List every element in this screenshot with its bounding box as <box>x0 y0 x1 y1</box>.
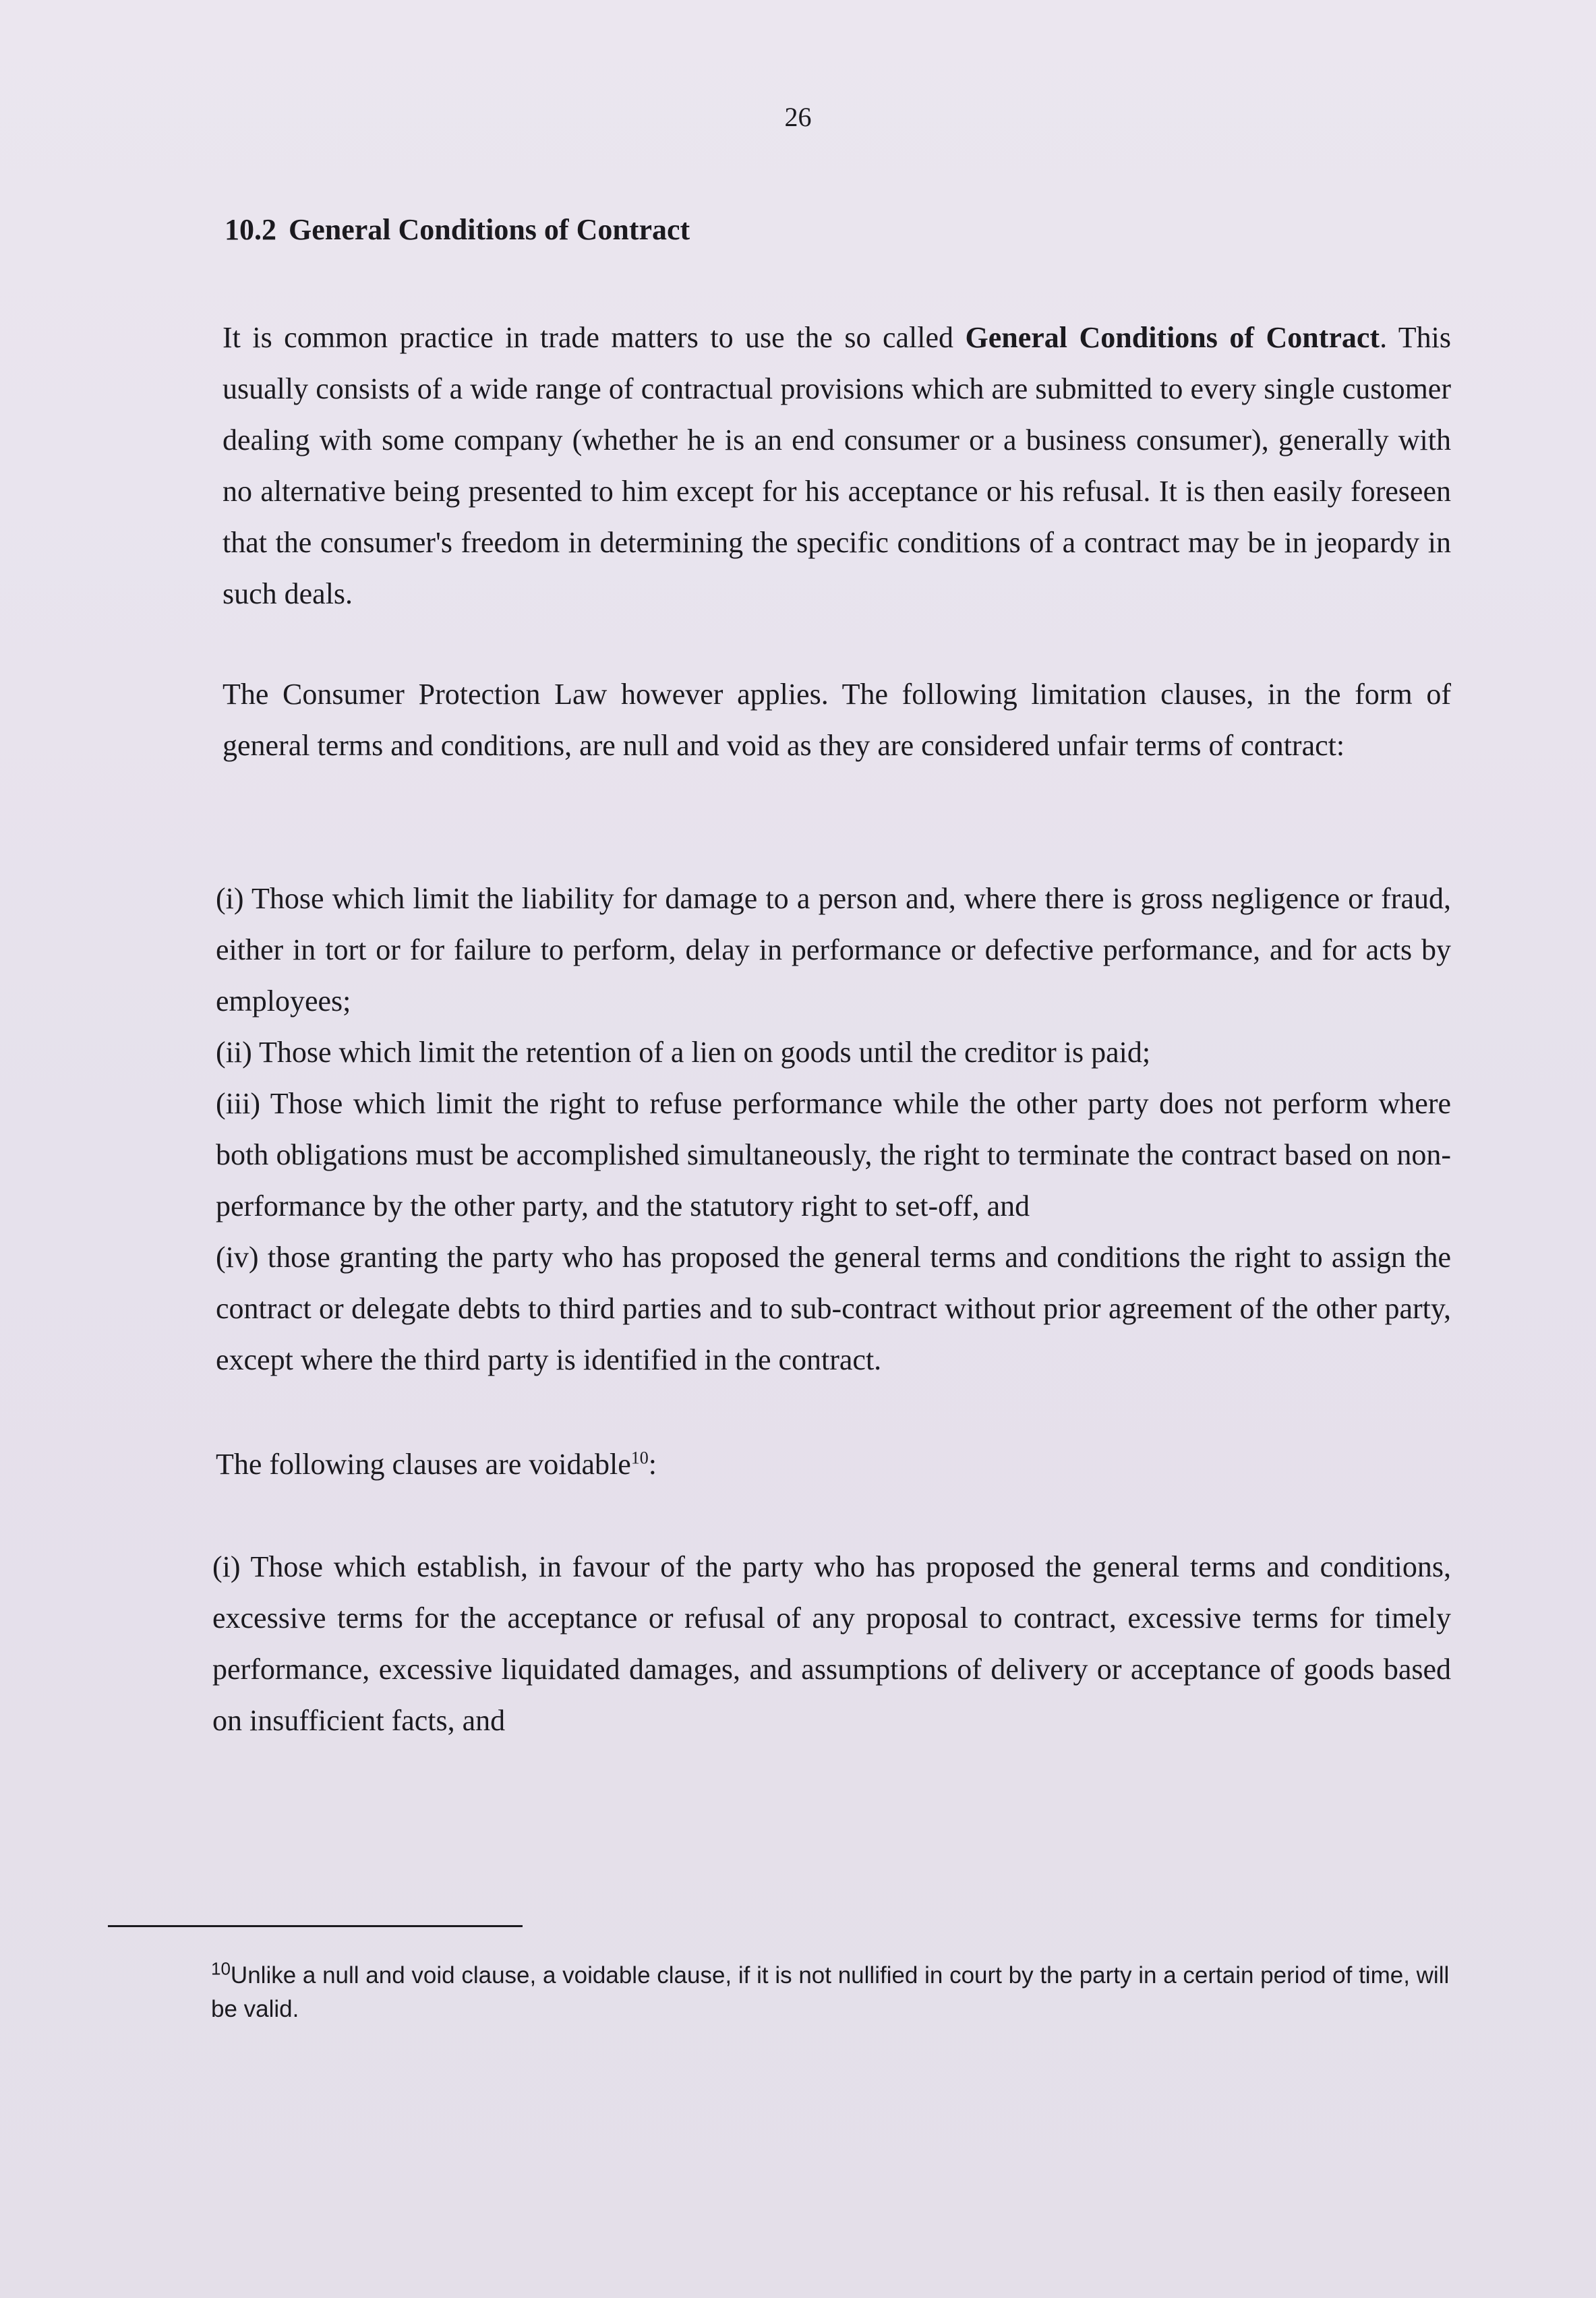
footnote-text: Unlike a null and void clause, a voidable clause, if it is not nullified in court by the party in a certain period of time, will be valid. <box>211 1962 1450 2022</box>
null-clauses-list <box>216 873 1451 1386</box>
page-number: 26 <box>784 102 812 132</box>
footnote-marker: 10 <box>211 1958 231 1979</box>
voidable-intro <box>216 1439 1444 1490</box>
list-item: (i) Those which establish, in favour of the party who has proposed the general terms and conditions, excessive terms for the acceptance or refusal of any proposal to contract, excessive terms for timely performance, excessive liquidated damages, and assumptions of delivery or acceptance of goods based on insufficient facts, and <box>212 1550 1451 1737</box>
bold-term: General Conditions of Contract <box>965 321 1380 354</box>
voidable-intro-text: The following clauses are voidable <box>216 1448 631 1481</box>
footnote-divider <box>108 1925 523 1927</box>
section-title: General Conditions of Contract <box>289 213 690 246</box>
list-item: (ii) Those which limit the retention of a lien on goods until the creditor is paid; <box>216 1036 1151 1069</box>
voidable-intro-suffix: : <box>648 1448 657 1481</box>
paragraph-lead: It is common practice in trade matters to use the so called <box>223 321 966 354</box>
list-item: (iii) Those which limit the right to refuse performance while the other party does not perform where both obligations must be accomplished simultaneously, the right to terminate the contract based on non-performance by the other party, and the statutory right to set-off, and <box>216 1087 1451 1222</box>
list-item: (iv) those granting the party who has proposed the general terms and conditions the right to assign the contract or delegate debts to third parties and to sub-contract without prior agreement of the other party, except where the third party is identified in the contract. <box>216 1241 1451 1376</box>
paragraph-rest: . This usually consists of a wide range of contractual provisions which are submitted to every single customer dealing with some company (whether he is an end consumer or a business consumer), generally with no alternative being presented to him except for his acceptance or his refusal. It is then easily foreseen that the consumer's freedom in determining the specific conditions of a contract may be in jeopardy in such deals. <box>223 321 1451 610</box>
section-number: 10.2 <box>225 213 276 246</box>
paragraph-consumer-protection: The Consumer Protection Law however applies. The following limitation clauses, in the form of general terms and conditions, are null and void as they are considered unfair terms of contract: <box>223 678 1451 762</box>
list-item: (i) Those which limit the liability for damage to a person and, where there is gross negligence or fraud, either in tort or for failure to perform, delay in performance or defective performance, and for acts by employees; <box>216 882 1451 1018</box>
footnote-reference: 10 <box>630 1448 649 1468</box>
footnote <box>211 1959 1458 2026</box>
paragraph-general-conditions <box>223 312 1451 620</box>
voidable-clauses-list <box>212 1541 1451 1746</box>
section-heading <box>225 212 690 247</box>
